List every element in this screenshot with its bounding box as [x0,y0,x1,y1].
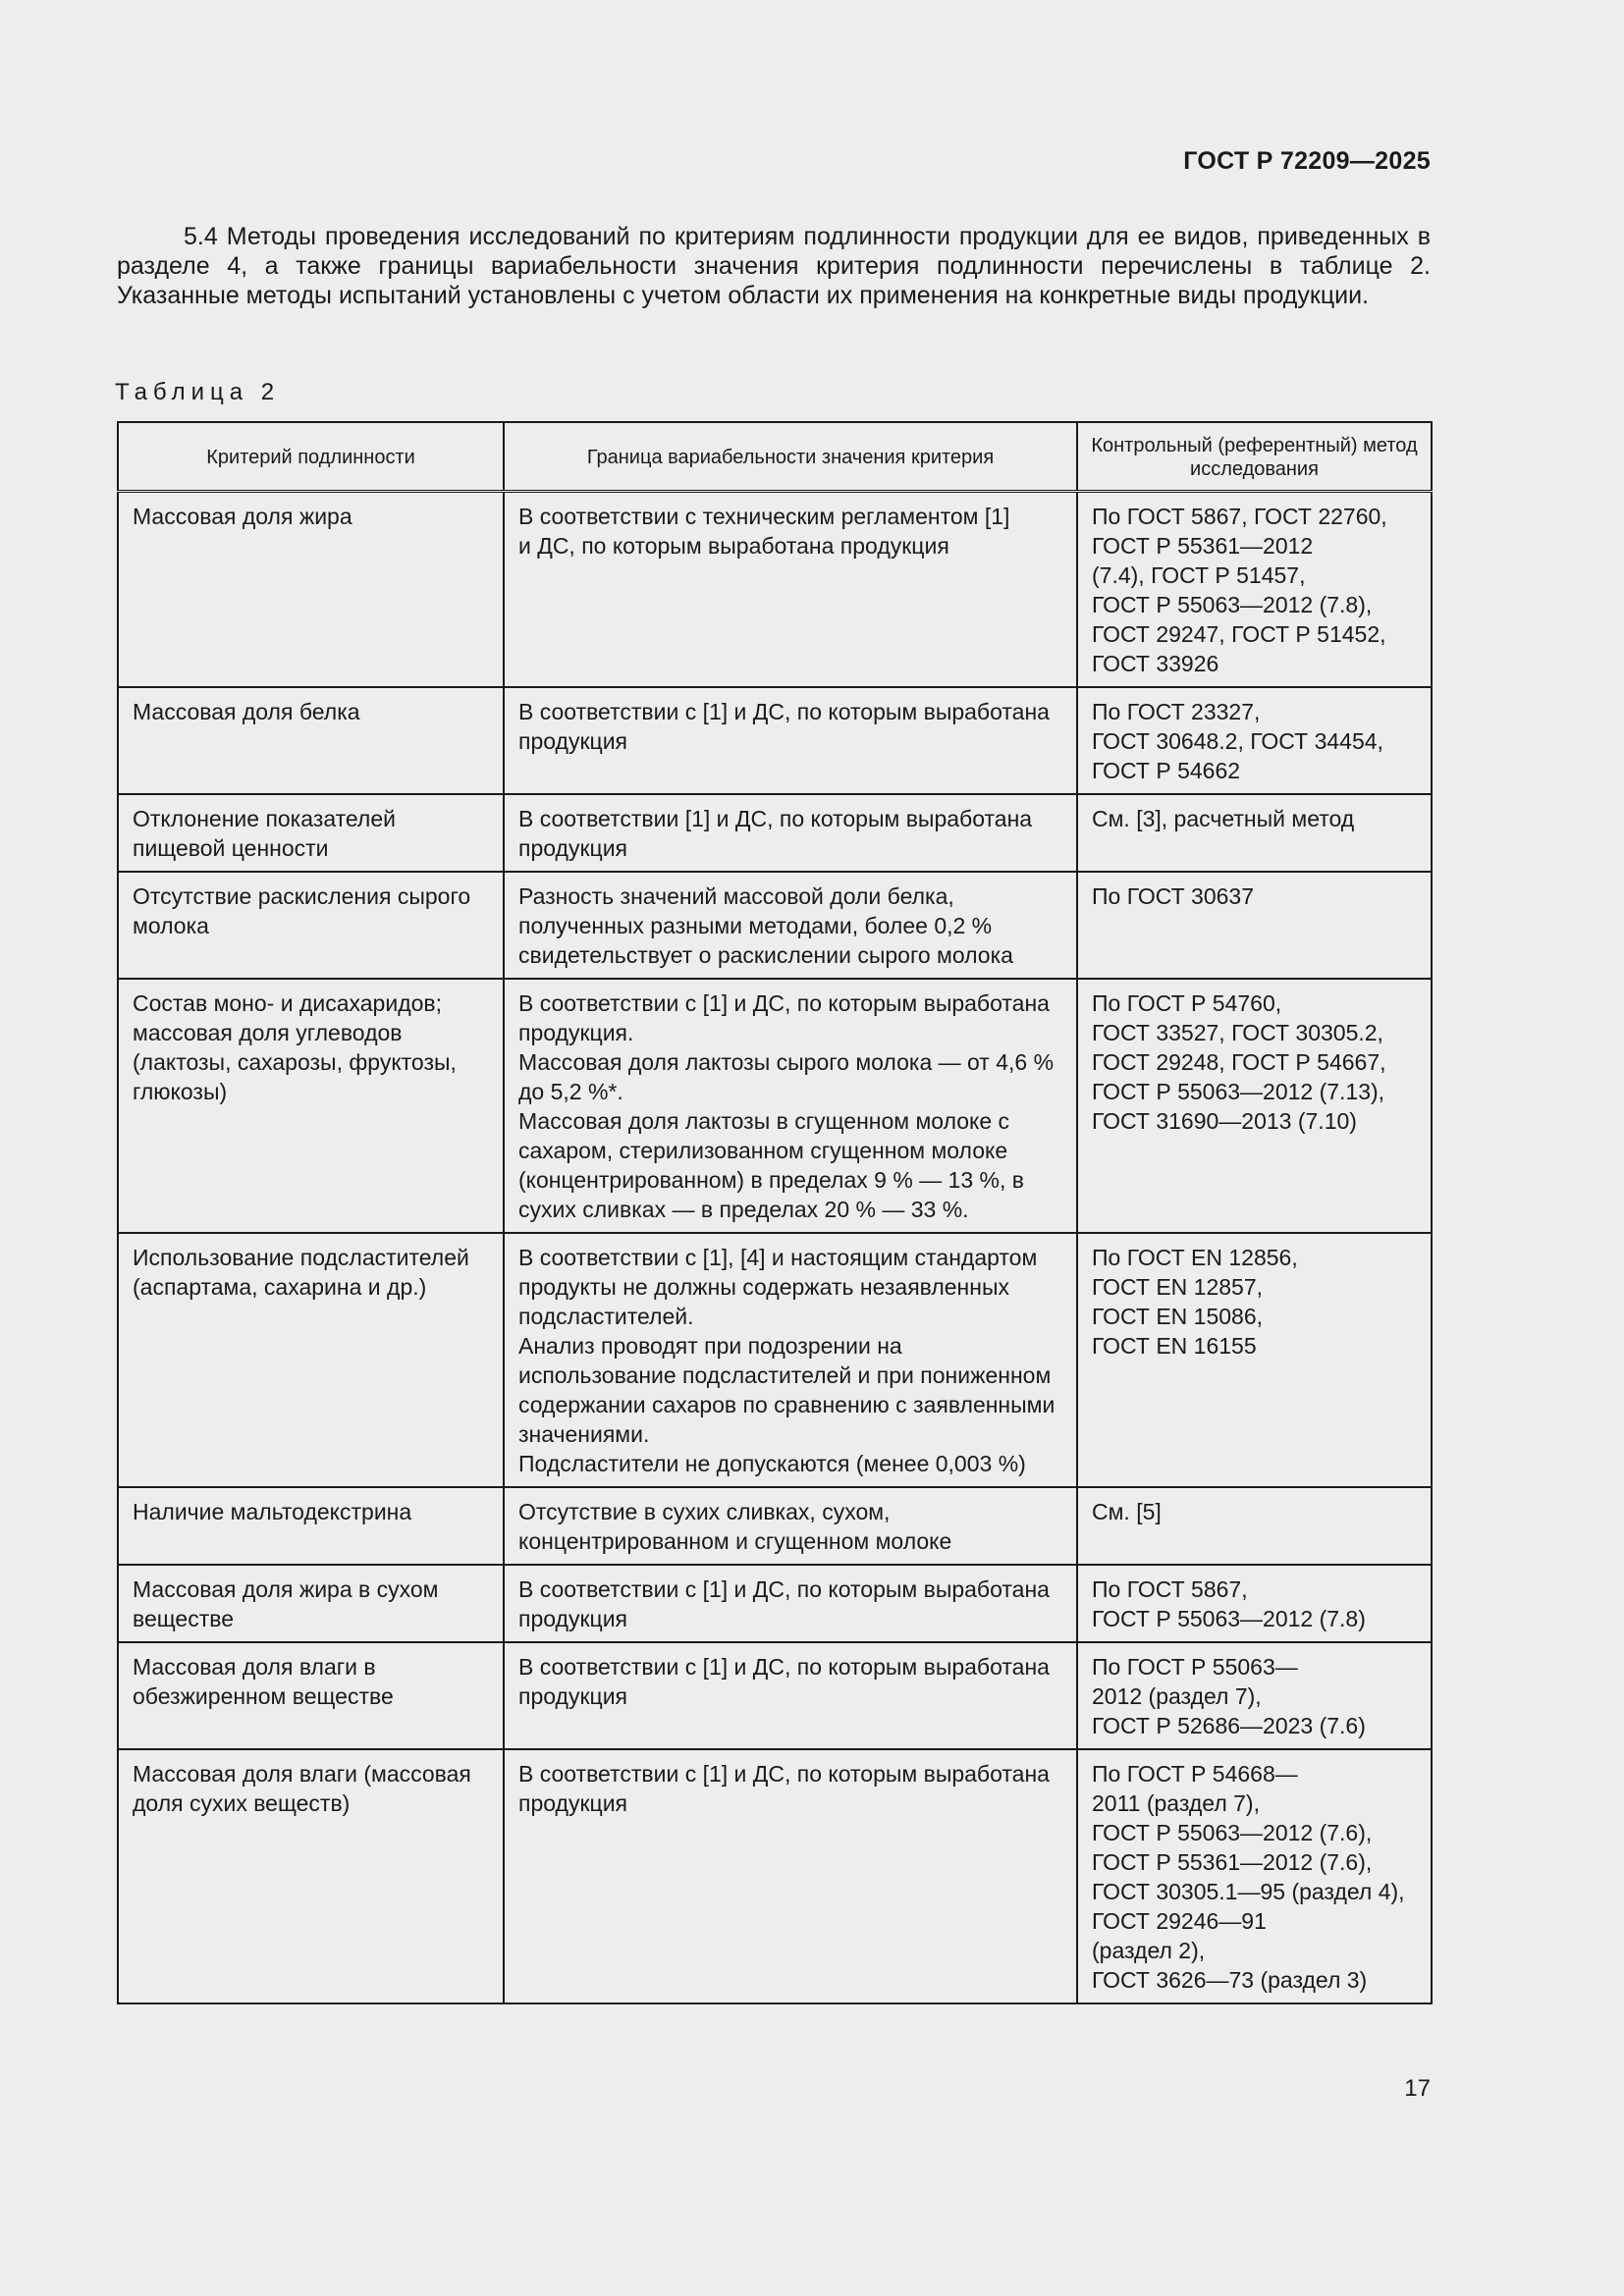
cell-line: ГОСТ 31690—2013 (7.10) [1092,1108,1357,1134]
cell-line: ГОСТ 33527, ГОСТ 30305.2, [1092,1020,1383,1045]
cell-line: ГОСТ 29248, ГОСТ Р 54667, [1092,1049,1386,1075]
cell-line: ГОСТ EN 12857, [1092,1274,1264,1300]
table-row [118,979,1432,1233]
method-cell [1077,1487,1432,1565]
boundary-cell [504,1749,1077,2003]
criterion-cell [118,1642,504,1749]
boundary-cell [504,1233,1077,1487]
criterion-cell [118,1233,504,1487]
method-cell [1077,979,1432,1233]
cell-line: В соответствии с [1], [4] и настоящим стандартом продукты не должны содержать незаявленных подсластителей. [518,1245,1038,1329]
cell-line: свидетельствует о раскислении сырого молока [518,942,1013,968]
cell-line: и ДС, по которым выработана продукция [518,533,949,559]
cell-line: По ГОСТ Р 54760, [1092,990,1282,1016]
column-header-boundary: Граница вариабельности значения критерия [504,422,1077,492]
boundary-cell [504,1642,1077,1749]
boundary-cell [504,872,1077,979]
cell-line: ГОСТ Р 55063—2012 (7.8) [1092,1606,1366,1631]
boundary-cell [504,794,1077,872]
cell-line: ГОСТ EN 16155 [1092,1333,1257,1359]
cell-line: массовая доля углеводов [133,1020,403,1045]
boundary-cell [504,979,1077,1233]
method-cell [1077,1642,1432,1749]
boundary-cell [504,1565,1077,1642]
cell-line: В соответствии с техническим регламентом [1] [518,504,1010,529]
method-cell [1077,687,1432,794]
table-row [118,872,1432,979]
cell-line: В соответствии с [1] и ДС, по которым выработана продукция [518,1576,1050,1631]
cell-line: В соответствии с [1] и ДС, по которым выработана продукция [518,1654,1050,1709]
method-cell [1077,1749,1432,2003]
method-cell [1077,794,1432,872]
cell-line: Массовая доля влаги (массовая доля сухих веществ) [133,1761,471,1816]
cell-line: Массовая доля жира [133,504,352,529]
cell-line: 2011 (раздел 7), [1092,1790,1260,1816]
cell-line: Массовая доля лактозы в сгущенном молоке с сахаром, стерилизованном сгущенном молоке (концентрированном) в пределах 9 % — 13 %, в сухих сливках — в пределах 20 % — 33 %. [518,1108,1024,1222]
cell-line: полученных разными методами, более 0,2 % [518,913,993,938]
cell-line: В соответствии с [1] и ДС, по которым выработана продукция [518,1761,1050,1816]
cell-line: Отсутствие в сухих сливках, сухом, концентрированном и сгущенном молоке [518,1499,952,1554]
cell-line: Анализ проводят при подозрении на использование подсластителей и при пониженном содержании сахаров по сравнению с заявленными значениями. [518,1333,1056,1447]
table-row [118,1565,1432,1642]
cell-line: ГОСТ Р 55361—2012 (7.6), [1092,1849,1373,1875]
criterion-cell [118,687,504,794]
table-caption: Таблица 2 [115,379,281,405]
cell-line: ГОСТ Р 55063—2012 (7.6), [1092,1820,1373,1845]
cell-line: ГОСТ Р 55063—2012 (7.13), [1092,1079,1385,1104]
cell-line: См. [3], расчетный метод [1092,806,1355,831]
cell-line: Подсластители не допускаются (менее 0,003 %) [518,1451,1026,1476]
document-code: ГОСТ Р 72209—2025 [1183,147,1431,175]
cell-line: По ГОСТ 5867, [1092,1576,1248,1602]
criterion-cell [118,1487,504,1565]
cell-line: В соответствии с [1] и ДС, по которым выработана продукция [518,699,1050,754]
cell-line: ГОСТ EN 15086, [1092,1304,1264,1329]
page-number: 17 [1404,2075,1431,2102]
cell-line: Использование подсластителей (аспартама, сахарина и др.) [133,1245,469,1300]
cell-line: ГОСТ 33926 [1092,651,1219,676]
cell-line: ГОСТ 30305.1—95 (раздел 4), ГОСТ 29246—91 [1092,1879,1405,1934]
cell-line: В соответствии [1] и ДС, по которым выработана продукция [518,806,1033,861]
cell-line: (7.4), ГОСТ Р 51457, [1092,562,1306,588]
table-body [118,492,1432,2004]
intro-paragraph: 5.4 Методы проведения исследований по критериям подлинности продукции для ее видов, приведенных в разделе 4, а также границы вариабельности значения критерия подлинности перечислены в таблице 2. Указанные методы испытаний установлены с учетом области их применения на конкретные виды продукции. [117,223,1431,309]
cell-line: ГОСТ 29247, ГОСТ Р 51452, [1092,621,1386,647]
cell-line: См. [5] [1092,1499,1162,1524]
cell-line: Массовая доля белка [133,699,360,724]
table-row [118,492,1432,688]
criterion-cell [118,979,504,1233]
cell-line: По ГОСТ 23327, [1092,699,1261,724]
cell-line: По ГОСТ 30637 [1092,883,1255,909]
cell-line: Массовая доля влаги в обезжиренном веществе [133,1654,394,1709]
boundary-cell [504,687,1077,794]
cell-line: ГОСТ Р 55063—2012 (7.8), [1092,592,1373,617]
cell-line: (раздел 2), [1092,1938,1206,1963]
table-header [118,422,1432,492]
intro-section [117,222,1431,310]
cell-line: Разность значений массовой доли белка, [518,883,954,909]
cell-line: глюкозы) [133,1079,228,1104]
cell-line: (лактозы, сахарозы, фруктозы, [133,1049,457,1075]
cell-line: По ГОСТ EN 12856, [1092,1245,1298,1270]
cell-line: По ГОСТ Р 55063— [1092,1654,1298,1680]
cell-line: ГОСТ Р 52686—2023 (7.6) [1092,1713,1366,1738]
method-cell [1077,872,1432,979]
cell-line: По ГОСТ 5867, ГОСТ 22760, [1092,504,1387,529]
cell-line: Массовая доля лактозы сырого молока — от 4,6 % до 5,2 %*. [518,1049,1055,1104]
criterion-cell [118,492,504,688]
cell-line: По ГОСТ Р 54668— [1092,1761,1298,1787]
cell-line: Отклонение показателей пищевой ценности [133,806,396,861]
cell-line: Наличие мальтодекстрина [133,1499,412,1524]
table-row [118,687,1432,794]
cell-line: ГОСТ 3626—73 (раздел 3) [1092,1967,1368,1993]
cell-line: Отсутствие раскисления сырого молока [133,883,471,938]
column-header-method: Контрольный (референтный) метод исследования [1077,422,1432,492]
boundary-cell [504,492,1077,688]
cell-line: ГОСТ 30648.2, ГОСТ 34454, [1092,728,1383,754]
cell-line: 2012 (раздел 7), [1092,1683,1262,1709]
criteria-table [117,421,1433,2004]
table-header-row [118,422,1432,492]
boundary-cell [504,1487,1077,1565]
method-cell [1077,492,1432,688]
method-cell [1077,1233,1432,1487]
table-row [118,1487,1432,1565]
column-header-criterion: Критерий подлинности [118,422,504,492]
method-cell [1077,1565,1432,1642]
criterion-cell [118,1749,504,2003]
criterion-cell [118,794,504,872]
cell-line: Массовая доля жира в сухом веществе [133,1576,439,1631]
cell-line: Состав моно- и дисахаридов; [133,990,443,1016]
cell-line: ГОСТ Р 54662 [1092,758,1241,783]
table-row [118,1642,1432,1749]
table-row [118,1749,1432,2003]
criterion-cell [118,1565,504,1642]
criterion-cell [118,872,504,979]
cell-line: ГОСТ Р 55361—2012 [1092,533,1314,559]
table-row [118,1233,1432,1487]
cell-line: В соответствии с [1] и ДС, по которым выработана продукция. [518,990,1050,1045]
table-row [118,794,1432,872]
